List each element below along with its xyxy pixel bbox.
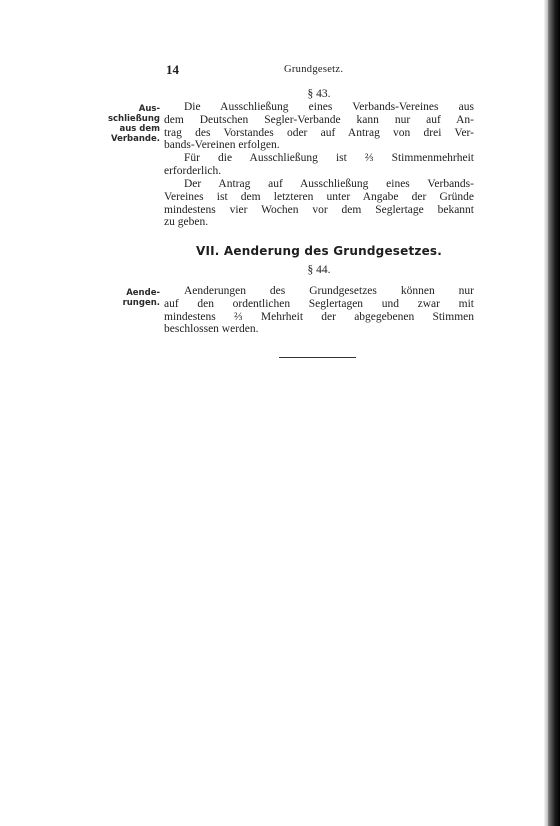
text-line: erforderlich. — [164, 164, 222, 177]
text-line: auf den ordentlichen Seglertagen und zwar mit — [164, 297, 474, 310]
text-line: trag des Vorstandes oder auf Antrag von drei Ver- — [164, 126, 474, 139]
margin-note-aenderungen — [98, 288, 160, 308]
margin-note-line: Aus- — [138, 104, 160, 114]
end-rule — [279, 357, 356, 358]
text-line: zu geben. — [164, 216, 209, 229]
paragraph-44-1 — [164, 285, 474, 336]
paragraph-43-1 — [164, 101, 474, 152]
text-line: dem Deutschen Segler-Verbande kann nur auf An- — [164, 113, 474, 126]
text-line: Aenderungen des Grundgesetzes können nur — [184, 285, 474, 297]
text-line: beschlossen werden. — [164, 323, 259, 336]
page-number: 14 — [166, 62, 179, 77]
chapter-title: VII. Aenderung des Grundgesetzes. — [195, 244, 443, 258]
margin-note-line: Aende- — [126, 288, 160, 298]
text-line: bands-Vereinen erfolgen. — [164, 139, 280, 152]
text-line: mindestens vier Wochen vor dem Seglertage bekannt — [164, 203, 474, 216]
text-line: Der Antrag auf Ausschließung eines Verbands- — [184, 178, 474, 190]
running-title: Grundgesetz. — [284, 64, 344, 75]
text-line: Die Ausschließung eines Verbands-Vereines aus — [184, 101, 474, 113]
page-header — [166, 62, 476, 80]
margin-note-line: schließung — [107, 114, 160, 124]
section-mark-43: § 43. — [307, 88, 331, 100]
margin-note-line: Verbande. — [110, 134, 160, 144]
margin-note-line: aus dem — [119, 124, 160, 134]
margin-note-line: rungen. — [122, 298, 160, 308]
text-line: mindestens ⅔ Mehrheit der abgegebenen Stimmen — [164, 310, 474, 323]
section-mark-44: § 44. — [307, 264, 331, 276]
paragraph-43-3 — [164, 178, 474, 229]
page-edge-highlight — [544, 0, 548, 826]
paragraph-43-2 — [164, 152, 474, 178]
margin-note-ausschliessung — [98, 104, 160, 144]
text-line: Vereines ist dem letzteren unter Angabe der Gründe — [164, 190, 474, 203]
text-line: Für die Ausschließung ist ⅔ Stimmenmehrheit — [184, 152, 474, 164]
